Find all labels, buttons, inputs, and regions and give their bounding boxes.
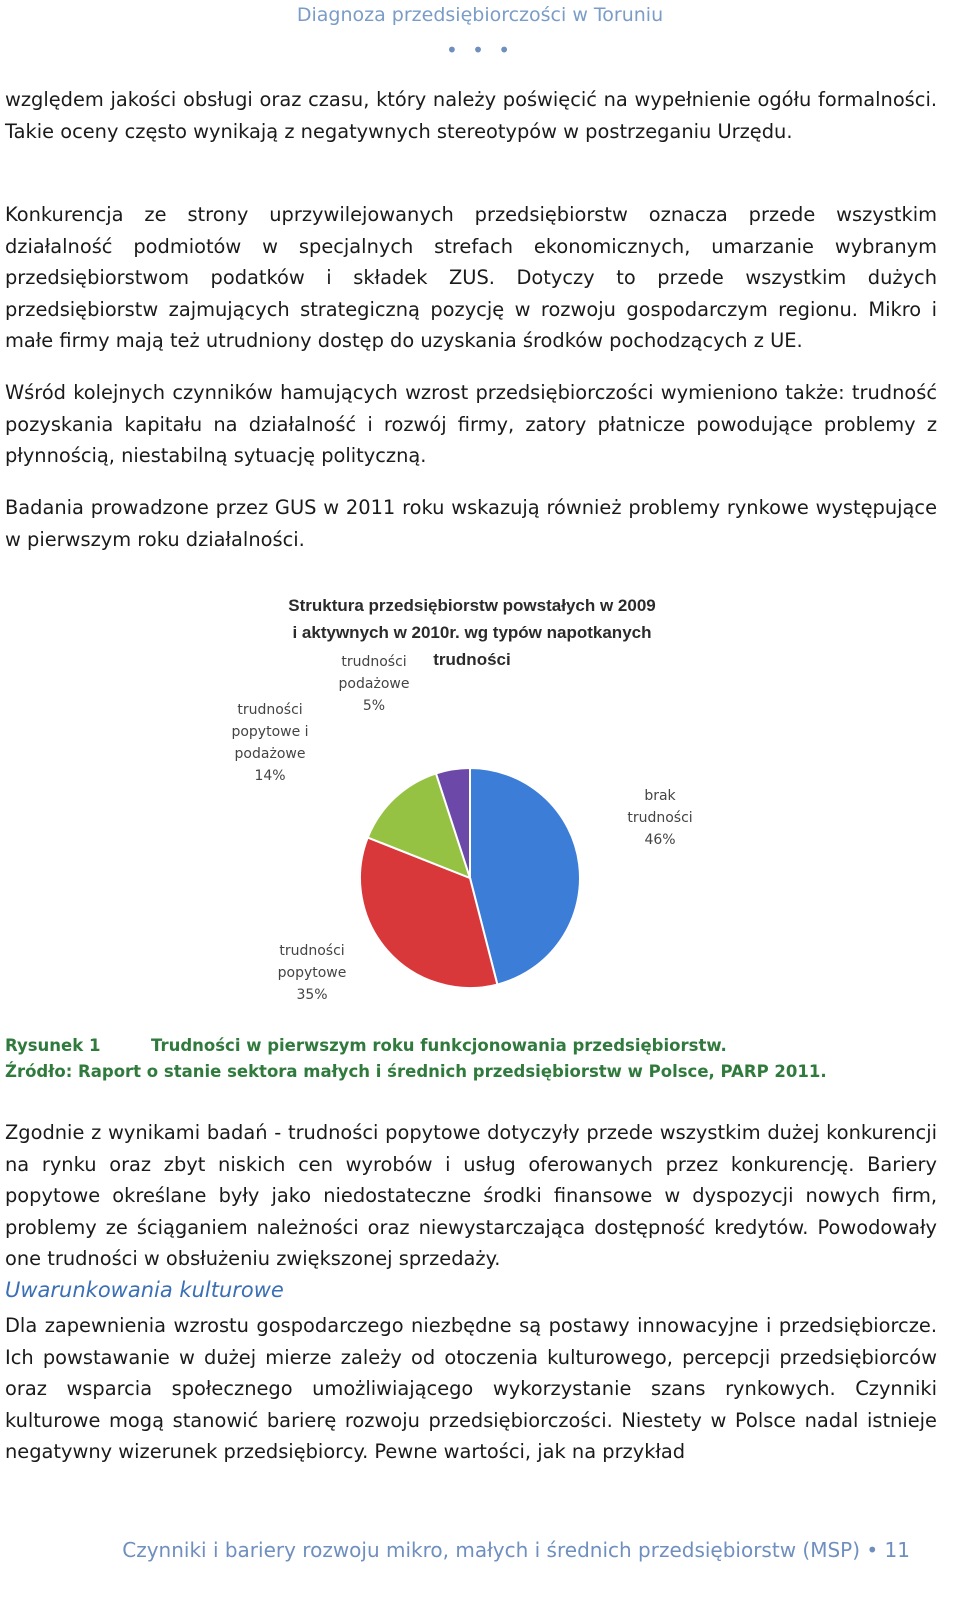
paragraph-5: Zgodnie z wynikami badań - trudności popytowe dotyczyły przede wszystkim dużej konkurencji na rynku oraz zbyt niskich cen wyrobów i usług oferowanych przez konkurencję. Bariery popytowe określane były jako niedostateczne środki finansowe w dyspozycji nowych firm, problemy ze ściąganiem należności oraz niewystarczająca dostępność kredytów. Powodowały one trudności w obsłużeniu zwiększonej sprzedaży. (5, 1121, 937, 1271)
page-header-title: Diagnoza przedsiębiorczości w Toruniu (296, 4, 664, 26)
paragraph-4: Badania prowadzone przez GUS w 2011 roku wskazują również problemy rynkowe występujące w pierwszym roku działalności. (5, 496, 937, 551)
slice-label: popytowe i (231, 724, 309, 740)
page-footer (0, 1538, 910, 1562)
pie-chart (220, 588, 740, 1018)
figure-title: Trudności w pierwszym roku funkcjonowania przedsiębiorstw. (151, 1036, 727, 1055)
slice-label: podażowe (234, 746, 306, 762)
slice-label: trudności (237, 702, 303, 718)
slice-label: 35% (296, 987, 328, 1003)
figure-source: Źródło: Raport o stanie sektora małych i średnich przedsiębiorstw w Polsce, PARP 2011. (5, 1062, 827, 1081)
section-heading: Uwarunkowania kulturowe (5, 1278, 284, 1302)
figure-caption (5, 1036, 727, 1055)
chart-title-line: Struktura przedsiębiorstw powstałych w 2009 (288, 596, 656, 615)
paragraph-1: względem jakości obsługi oraz czasu, który należy poświęcić na wypełnienie ogółu formalności. Takie oceny często wynikają z negatywnych stereotypów w postrzeganiu Urzędu. (5, 88, 937, 143)
footer-text: Czynniki i bariery rozwoju mikro, małych i średnich przedsiębiorstw (MSP) (122, 1538, 861, 1562)
figure-number: Rysunek 1 (5, 1036, 101, 1055)
slice-label: 46% (644, 832, 676, 848)
slice-label: brak (644, 788, 676, 804)
slice-label: trudności (341, 654, 407, 670)
page-number: 11 (884, 1538, 910, 1562)
slice-label: 14% (254, 768, 286, 784)
slice-label: podażowe (338, 676, 410, 692)
slice-label: trudności (279, 943, 345, 959)
slice-label: 5% (362, 698, 386, 714)
paragraph-6: Dla zapewnienia wzrostu gospodarczego niezbędne są postawy innowacyjne i przedsiębiorcze. Ich powstawanie w dużej mierze zależy od otoczenia kulturowego, percepcji przedsiębiorców oraz wsparcia społecznego umożliwiającego wykorzystanie szans rynkowych. Czynniki kulturowe mogą stanowić barierę rozwoju przedsiębiorczości. Niestety w Polsce nadal istnieje negatywny wizerunek przedsiębiorcy. Pewne wartości, jak na przykład (5, 1314, 937, 1464)
header-dots: • • • (445, 38, 515, 62)
paragraph-2: Konkurencja ze strony uprzywilejowanych przedsiębiorstw oznacza przede wszystkim działalność podmiotów w specjalnych strefach ekonomicznych, umarzanie wybranym przedsiębiorstwom podatków i składek ZUS. Dotyczy to przede wszystkim dużych przedsiębiorstw zajmujących strategiczną pozycję w rozwoju gospodarczym regionu. Mikro i małe firmy mają też utrudniony dostęp do uzyskania środków pochodzących z UE. (5, 203, 937, 353)
chart-title-line: i aktywnych w 2010r. wg typów napotkanych (292, 623, 652, 642)
footer-separator: • (866, 1538, 879, 1562)
slice-label: trudności (627, 810, 693, 826)
chart-title-line: trudności (433, 650, 511, 669)
paragraph-3: Wśród kolejnych czynników hamujących wzrost przedsiębiorczości wymieniono także: trudność pozyskania kapitału na działalność i rozwój firmy, zatory płatnicze powodujące problemy z płynnością, niestabilną sytuację polityczną. (5, 381, 937, 468)
slice-label: popytowe (277, 965, 347, 981)
